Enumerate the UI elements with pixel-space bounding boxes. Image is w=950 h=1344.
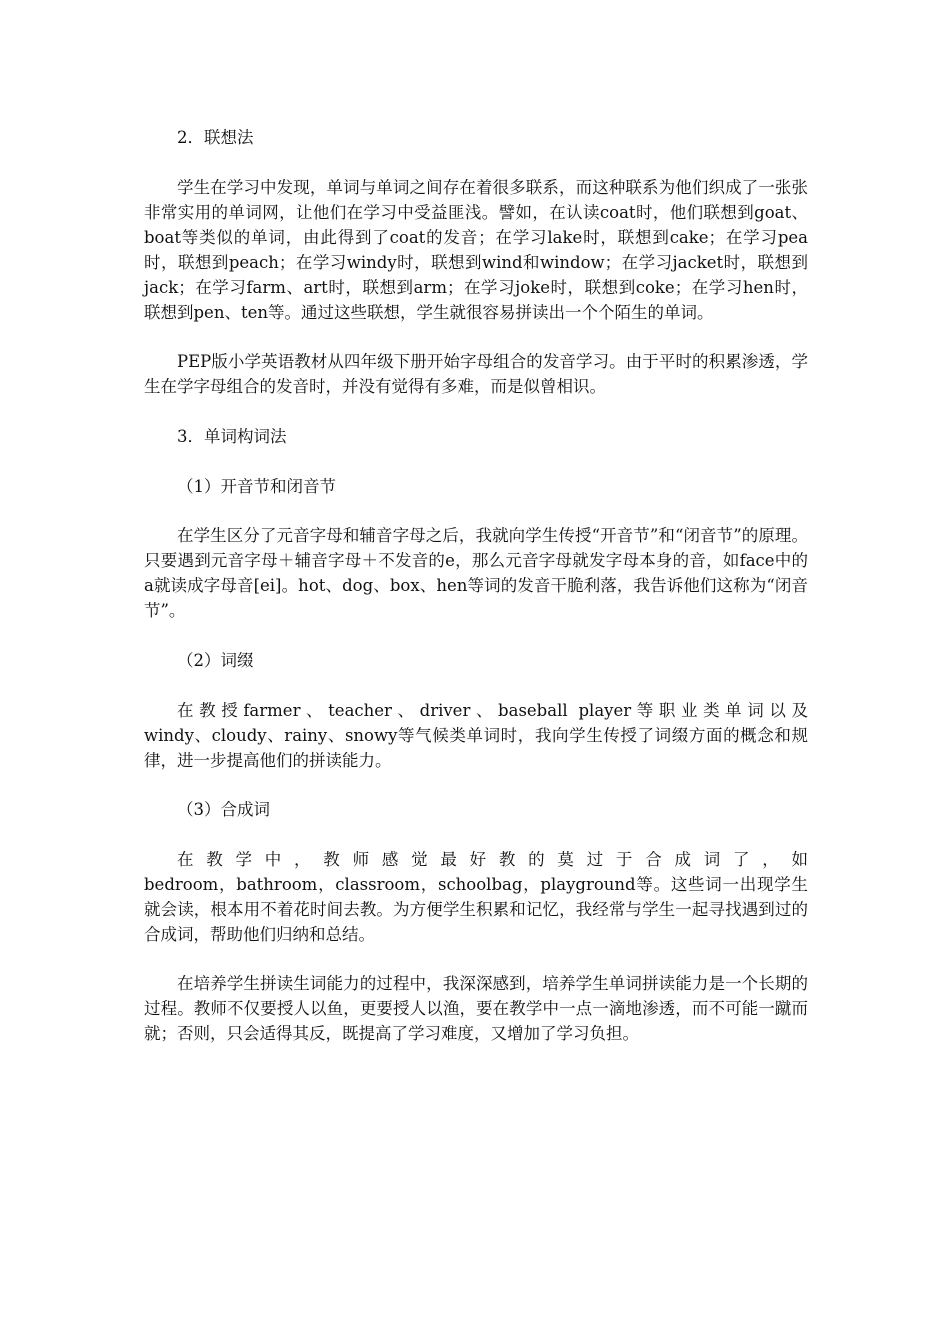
- paragraph-open-closed-syllables: 在学生区分了元音字母和辅音字母之后，我就向学生传授“开音节”和“闭音节”的原理。只要遇到元音字母＋辅音字母＋不发音的e，那么元音字母就发字母本身的音，如face中的a就读成字母音[ei]。hot、dog、box、hen等词的发音干脆利落，我告诉他们这称为“闭音节”。: [144, 526, 808, 620]
- section-heading-word-formation: 3．单词构词法: [177, 427, 287, 446]
- subsection-heading-compound-words: （3）合成词: [177, 800, 270, 819]
- paragraph-conclusion: 在培养学生拼读生词能力的过程中，我深深感到，培养学生单词拼读能力是一个长期的过程。教师不仅要授人以鱼，更要授人以渔，要在教学中一点一滴地渗透，而不可能一蹴而就；否则，只会适得其反，既提高了学习难度，又增加了学习负担。: [144, 974, 808, 1043]
- paragraph-compound-first-line: 在教学中，教师感觉最好教的莫过于合成词了，如: [177, 850, 808, 869]
- subsection-heading-syllables: （1）开音节和闭音节: [177, 477, 336, 496]
- paragraph-compound-body: bedroom，bathroom，classroom，schoolbag，playground等。这些词一出现学生就会读，根本用不着花时间去教。为方便学生积累和记忆，我经常与学生一起寻找遇到过的合成词，帮助他们归纳和总结。: [144, 875, 808, 944]
- paragraph-affixes-first-line: 在教授farmer、teacher、driver、baseball player等职业类单词以及: [177, 701, 808, 720]
- paragraph-pep-textbook: PEP版小学英语教材从四年级下册开始字母组合的发音学习。由于平时的积累渗透，学生在学字母组合的发音时，并没有觉得有多难，而是似曾相识。: [144, 352, 808, 396]
- subsection-heading-affixes: （2）词缀: [177, 651, 254, 670]
- section-heading-association: 2．联想法: [177, 128, 254, 147]
- paragraph-affixes-body: windy、cloudy、rainy、snowy等气候类单词时，我向学生传授了词缀方面的概念和规律，进一步提高他们的拼读能力。: [144, 726, 808, 770]
- paragraph-association-method: 学生在学习中发现，单词与单词之间存在着很多联系，而这种联系为他们织成了一张张非常实用的单词网，让他们在学习中受益匪浅。譬如，在认读coat时，他们联想到goat、boat等类似的单词，由此得到了coat的发音；在学习lake时，联想到cake；在学习pea时，联想到peach；在学习windy时，联想到wind和window；在学习jacket时，联想到jack；在学习farm、art时，联想到arm；在学习joke时，联想到coke；在学习hen时，联想到pen、ten等。通过这些联想，学生就很容易拼读出一个个陌生的单词。: [144, 178, 808, 322]
